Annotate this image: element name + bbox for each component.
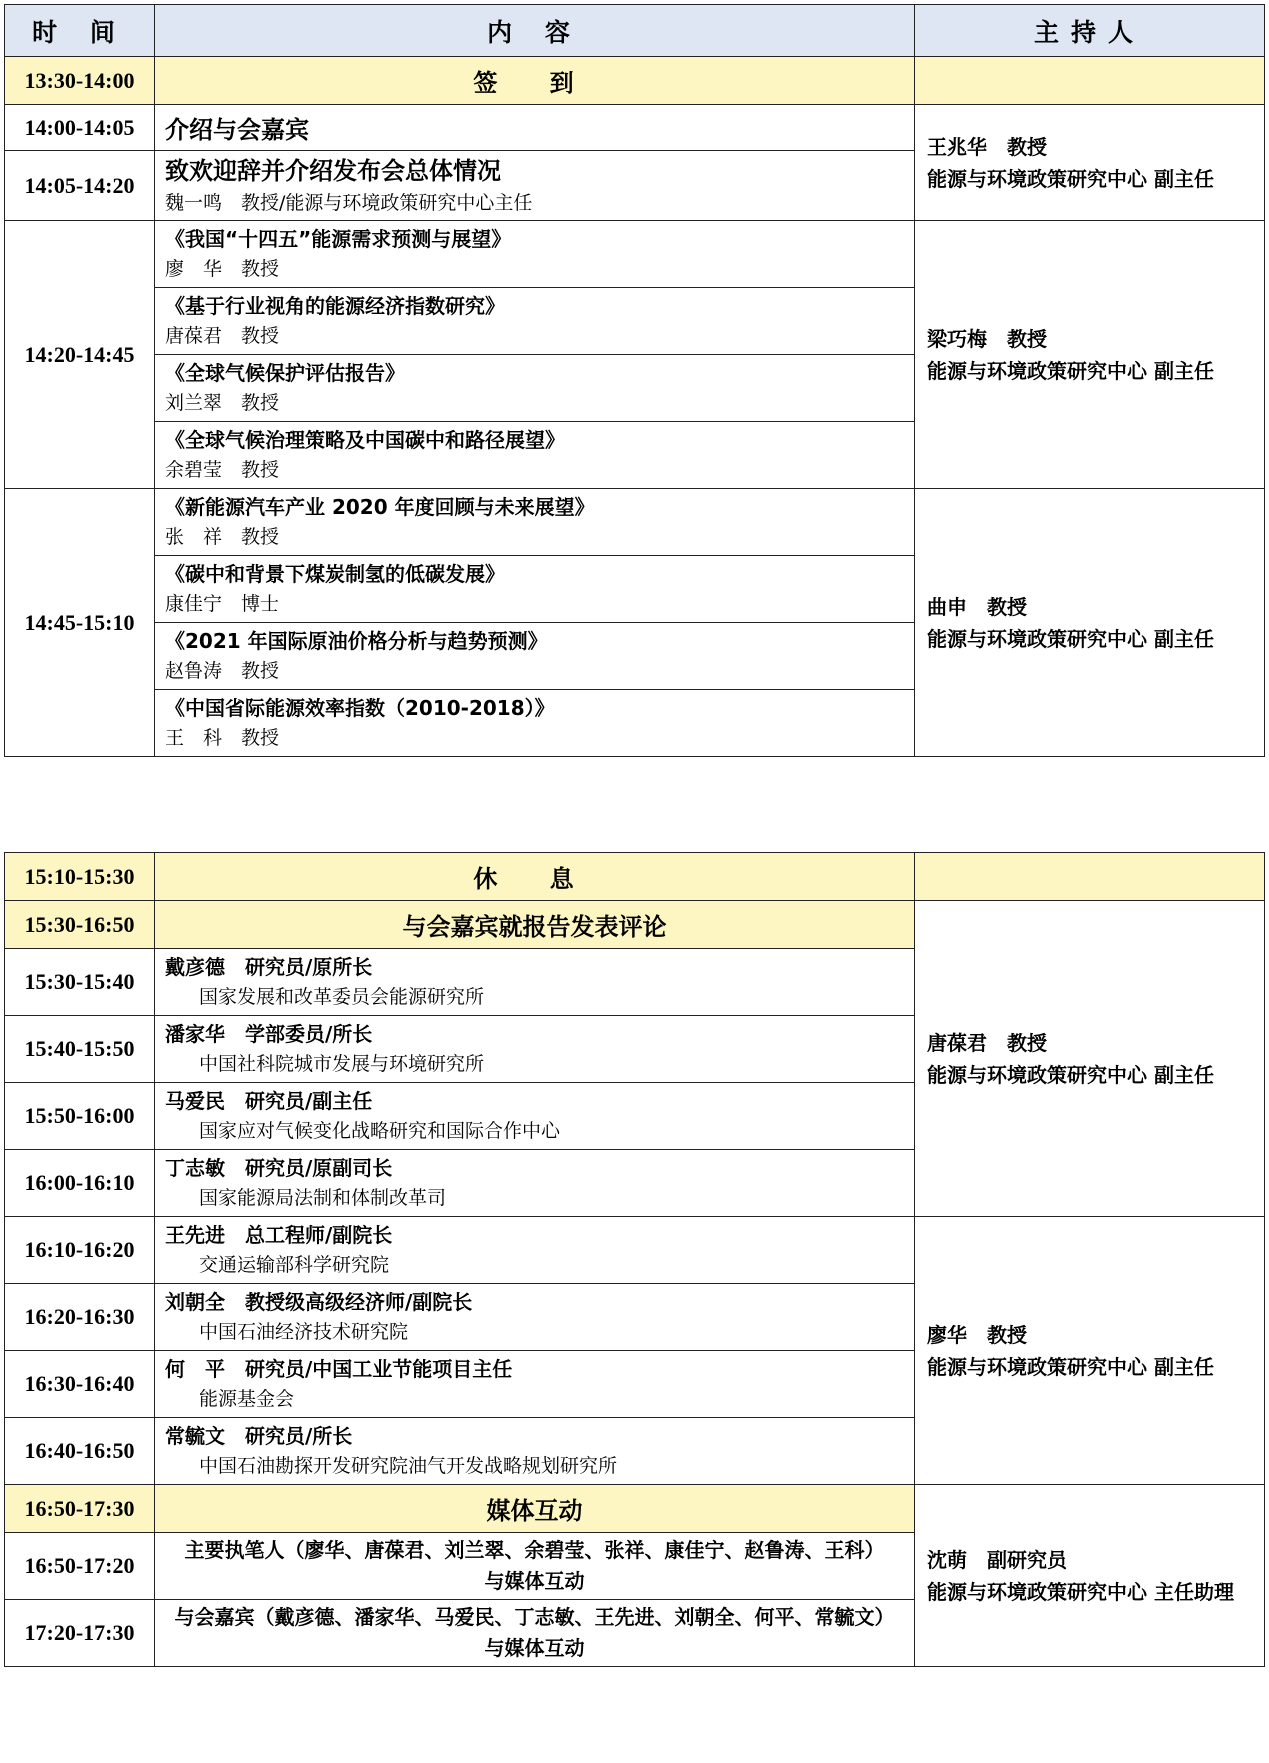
report-item [155,690,915,757]
time-welcome: 14:05-14:20 [5,151,155,221]
time-break: 15:10-15:30 [5,853,155,901]
time-media: 16:50-17:30 [5,1485,155,1533]
report-speaker: 张 祥 教授 [165,526,280,548]
time-slot: 15:40-15:50 [5,1016,155,1083]
guest-name: 戴彦德 研究员/原所长 [165,955,373,979]
time-slot: 15:50-16:00 [5,1083,155,1150]
report-speaker: 王 科 教授 [165,727,280,749]
guest-org: 中国社科院城市发展与环境研究所 [199,1053,485,1075]
guest-org: 交通运输部科学研究院 [199,1254,390,1276]
media-line1: 与会嘉宾（戴彦德、潘家华、马爱民、丁志敏、王先进、刘朝全、何平、常毓文） [174,1605,895,1629]
guest-item [155,1351,915,1418]
guest-item [155,1083,915,1150]
media-line1: 主要执笔人（廖华、唐葆君、刘兰翠、余碧莹、张祥、康佳宁、赵鲁涛、王科） [184,1538,885,1562]
welcome-speaker: 魏一鸣 教授/能源与环境政策研究中心主任 [165,191,533,214]
guest-org: 国家发展和改革委员会能源研究所 [199,986,485,1008]
time-slot: 16:20-16:30 [5,1284,155,1351]
report-speaker: 康佳宁 博士 [165,593,280,615]
host-role: 能源与环境政策研究中心 主任助理 [927,1579,1234,1604]
time-checkin: 13:30-14:00 [5,57,155,105]
media-line2: 与媒体互动 [484,1636,585,1660]
host-name: 梁巧梅 教授 [927,326,1047,351]
time-slot: 16:10-16:20 [5,1217,155,1284]
report-speaker: 唐葆君 教授 [165,325,280,347]
header-time: 时 间 [5,5,155,57]
report-speaker: 赵鲁涛 教授 [165,660,280,682]
host-cell [915,1485,1265,1667]
report-title: 《中国省际能源效率指数（2010-2018）》 [165,696,555,720]
report-speaker: 廖 华 教授 [165,258,280,280]
guest-name: 丁志敏 研究员/原副司长 [165,1156,393,1180]
guest-org: 中国石油勘探开发研究院油气开发战略规划研究所 [199,1455,618,1477]
time-slot: 15:30-15:40 [5,949,155,1016]
guest-item [155,1150,915,1217]
host-name: 沈萌 副研究员 [927,1547,1067,1572]
report-title: 《2021 年国际原油价格分析与趋势预测》 [165,629,548,653]
welcome-cell [155,151,915,221]
break-host-empty [915,853,1265,901]
time-slot: 16:40-16:50 [5,1418,155,1485]
report-item [155,221,915,288]
host-role: 能源与环境政策研究中心 副主任 [927,1062,1214,1087]
media-line2: 与媒体互动 [484,1569,585,1593]
host-cell [915,1217,1265,1485]
time-slot: 16:00-16:10 [5,1150,155,1217]
host-role: 能源与环境政策研究中心 副主任 [927,626,1214,651]
guest-name: 刘朝全 教授级高级经济师/副院长 [165,1290,473,1314]
comments-title: 与会嘉宾就报告发表评论 [155,901,915,949]
time-slot: 16:50-17:20 [5,1533,155,1600]
guest-item [155,1217,915,1284]
report-title: 《碳中和背景下煤炭制氢的低碳发展》 [165,562,505,586]
report-item [155,355,915,422]
guest-org: 国家能源局法制和体制改革司 [199,1187,447,1209]
guest-name: 何 平 研究员/中国工业节能项目主任 [165,1357,513,1381]
host-name: 曲申 教授 [927,594,1027,619]
schedule-table-part2 [4,852,1265,1667]
media-title: 媒体互动 [155,1485,915,1533]
report-title: 《我国“十四五”能源需求预测与展望》 [165,227,512,251]
host-cell [915,221,1265,489]
host-name: 王兆华 教授 [927,134,1047,159]
host-cell [915,105,1265,221]
media-item [155,1600,915,1667]
report-item [155,556,915,623]
time-reports-1: 14:20-14:45 [5,221,155,489]
host-role: 能源与环境政策研究中心 副主任 [927,166,1214,191]
guest-item [155,1284,915,1351]
report-speaker: 余碧莹 教授 [165,459,280,481]
intro-title: 介绍与会嘉宾 [155,105,915,151]
report-item [155,288,915,355]
guest-item [155,1016,915,1083]
host-name: 唐葆君 教授 [927,1030,1047,1055]
guest-name: 马爱民 研究员/副主任 [165,1089,373,1113]
break-title: 休 息 [155,853,915,901]
time-slot: 17:20-17:30 [5,1600,155,1667]
checkin-title: 签 到 [155,57,915,105]
guest-org: 国家应对气候变化战略研究和国际合作中心 [199,1120,561,1142]
header-host: 主持人 [915,5,1265,57]
host-role: 能源与环境政策研究中心 副主任 [927,1354,1214,1379]
time-reports-2: 14:45-15:10 [5,489,155,757]
report-title: 《全球气候保护评估报告》 [165,361,405,385]
time-comments: 15:30-16:50 [5,901,155,949]
time-intro: 14:00-14:05 [5,105,155,151]
guest-name: 常毓文 研究员/所长 [165,1424,353,1448]
report-title: 《新能源汽车产业 2020 年度回顾与未来展望》 [165,495,595,519]
time-slot: 16:30-16:40 [5,1351,155,1418]
media-item [155,1533,915,1600]
checkin-host-empty [915,57,1265,105]
report-title: 《基于行业视角的能源经济指数研究》 [165,294,505,318]
schedule-table-part1 [4,4,1265,757]
guest-item [155,949,915,1016]
report-item [155,489,915,556]
guest-org: 能源基金会 [199,1388,295,1410]
welcome-title: 致欢迎辞并介绍发布会总体情况 [165,156,501,185]
guest-name: 王先进 总工程师/副院长 [165,1223,393,1247]
guest-org: 中国石油经济技术研究院 [199,1321,409,1343]
guest-name: 潘家华 学部委员/所长 [165,1022,373,1046]
host-cell [915,489,1265,757]
host-cell [915,901,1265,1217]
report-speaker: 刘兰翠 教授 [165,392,280,414]
report-title: 《全球气候治理策略及中国碳中和路径展望》 [165,428,565,452]
host-role: 能源与环境政策研究中心 副主任 [927,358,1214,383]
header-content: 内 容 [155,5,915,57]
report-item [155,623,915,690]
host-name: 廖华 教授 [927,1322,1027,1347]
guest-item [155,1418,915,1485]
report-item [155,422,915,489]
